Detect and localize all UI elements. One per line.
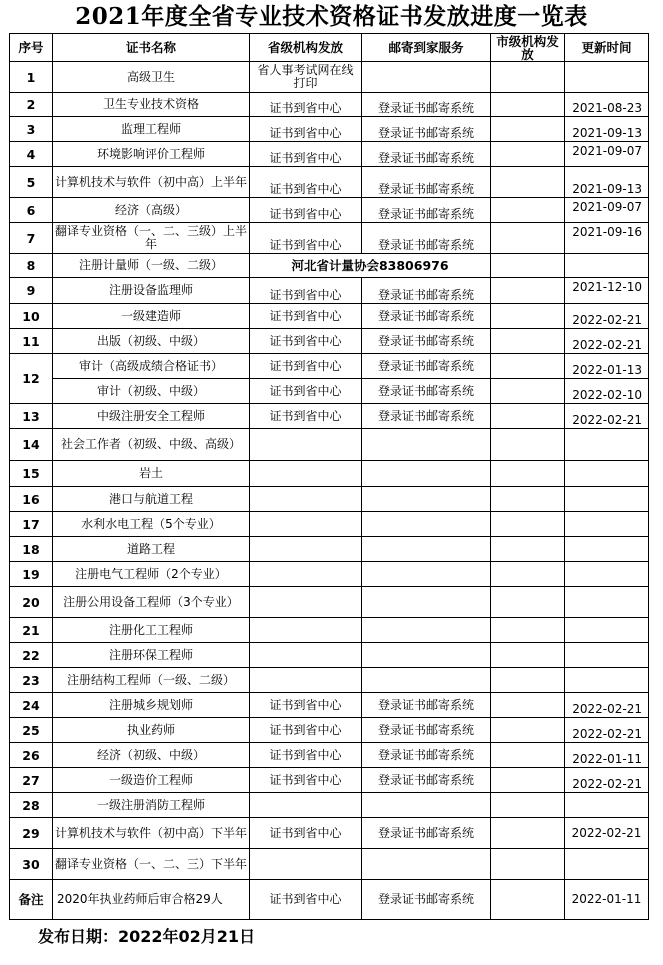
row-city bbox=[491, 743, 565, 768]
row-name: 港口与航道工程 bbox=[53, 487, 250, 512]
row-mail: 登录证书邮寄系统 bbox=[362, 278, 491, 304]
row-province: 证书到省中心 bbox=[250, 379, 362, 404]
row-name: 出版（初级、中级） bbox=[53, 329, 250, 354]
row-city bbox=[491, 668, 565, 693]
row-province: 证书到省中心 bbox=[250, 142, 362, 167]
row-date: 2022-02-21 bbox=[565, 329, 649, 354]
row-name: 一级建造师 bbox=[53, 304, 250, 329]
row-date bbox=[565, 537, 649, 562]
table-row bbox=[10, 718, 649, 743]
table-row bbox=[10, 743, 649, 768]
table-header-row bbox=[10, 34, 649, 62]
row-no: 3 bbox=[10, 117, 53, 142]
header-name: 证书名称 bbox=[53, 34, 250, 62]
table-row-remark bbox=[10, 880, 649, 920]
page-title: 2021年度全省专业技术资格证书发放进度一览表 bbox=[75, 3, 588, 30]
row-name: 翻译专业资格（一、二、三）下半年 bbox=[53, 849, 250, 880]
row-city bbox=[491, 379, 565, 404]
row-date bbox=[565, 562, 649, 587]
table-row bbox=[10, 62, 649, 93]
table-row bbox=[10, 768, 649, 793]
row-mail: 登录证书邮寄系统 bbox=[362, 880, 491, 920]
table-row bbox=[10, 354, 649, 379]
row-city bbox=[491, 329, 565, 354]
row-name: 注册电气工程师（2个专业） bbox=[53, 562, 250, 587]
row-mail bbox=[362, 562, 491, 587]
row-date: 2022-02-21 bbox=[565, 768, 649, 793]
row-province: 证书到省中心 bbox=[250, 93, 362, 117]
row-province: 证书到省中心 bbox=[250, 743, 362, 768]
header-no: 序号 bbox=[10, 34, 53, 62]
row-no: 19 bbox=[10, 562, 53, 587]
table-row bbox=[10, 142, 649, 167]
table-row bbox=[10, 93, 649, 117]
row-mail bbox=[362, 668, 491, 693]
row-no: 6 bbox=[10, 198, 53, 223]
row-province bbox=[250, 793, 362, 818]
row-province: 证书到省中心 bbox=[250, 768, 362, 793]
row-no: 24 bbox=[10, 693, 53, 718]
row-city bbox=[491, 693, 565, 718]
row-name: 经济（高级） bbox=[53, 198, 250, 223]
row-mail: 登录证书邮寄系统 bbox=[362, 404, 491, 429]
row-date: 2022-02-21 bbox=[565, 693, 649, 718]
row-province: 证书到省中心 bbox=[250, 278, 362, 304]
row-city bbox=[491, 167, 565, 198]
row-no: 4 bbox=[10, 142, 53, 167]
row-name: 道路工程 bbox=[53, 537, 250, 562]
row-no: 29 bbox=[10, 818, 53, 849]
table-row bbox=[10, 198, 649, 223]
row-date: 2022-02-10 bbox=[565, 379, 649, 404]
row-mail: 登录证书邮寄系统 bbox=[362, 223, 491, 254]
row-mail: 登录证书邮寄系统 bbox=[362, 743, 491, 768]
row-city bbox=[491, 461, 565, 487]
row-city bbox=[491, 718, 565, 743]
table-row bbox=[10, 223, 649, 254]
row-date bbox=[565, 429, 649, 461]
row-no: 17 bbox=[10, 512, 53, 537]
row-province: 证书到省中心 bbox=[250, 354, 362, 379]
row-name: 注册化工工程师 bbox=[53, 618, 250, 643]
row-name: 审计（高级成绩合格证书） bbox=[53, 354, 250, 379]
table-row bbox=[10, 512, 649, 537]
row-date bbox=[565, 512, 649, 537]
row-city bbox=[491, 512, 565, 537]
row-city bbox=[491, 562, 565, 587]
row-city bbox=[491, 537, 565, 562]
table-row bbox=[10, 278, 649, 304]
row-no: 15 bbox=[10, 461, 53, 487]
table-row bbox=[10, 404, 649, 429]
row-mail: 登录证书邮寄系统 bbox=[362, 198, 491, 223]
row-mail bbox=[362, 587, 491, 618]
table-row bbox=[10, 379, 649, 404]
table-row bbox=[10, 668, 649, 693]
row-date bbox=[565, 668, 649, 693]
row-province bbox=[250, 512, 362, 537]
row-mail: 登录证书邮寄系统 bbox=[362, 167, 491, 198]
row-date: 2022-02-21 bbox=[565, 404, 649, 429]
row-date: 2022-01-11 bbox=[565, 743, 649, 768]
row-no: 9 bbox=[10, 278, 53, 304]
row-name: 一级造价工程师 bbox=[53, 768, 250, 793]
row-no: 5 bbox=[10, 167, 53, 198]
row-date: 2022-01-13 bbox=[565, 354, 649, 379]
table-row bbox=[10, 254, 649, 278]
row-no: 30 bbox=[10, 849, 53, 880]
row-province: 证书到省中心 bbox=[250, 329, 362, 354]
row-province: 省人事考试网在线打印 bbox=[250, 62, 362, 93]
row-province bbox=[250, 587, 362, 618]
row-no: 25 bbox=[10, 718, 53, 743]
row-province bbox=[250, 618, 362, 643]
header-mail: 邮寄到家服务 bbox=[362, 34, 491, 62]
row-no: 23 bbox=[10, 668, 53, 693]
table-row bbox=[10, 304, 649, 329]
row-province: 证书到省中心 bbox=[250, 818, 362, 849]
row-mail bbox=[362, 487, 491, 512]
row-mail bbox=[362, 512, 491, 537]
row-mail bbox=[362, 793, 491, 818]
row-no: 18 bbox=[10, 537, 53, 562]
row-province bbox=[250, 461, 362, 487]
row-province: 证书到省中心 bbox=[250, 198, 362, 223]
row-city bbox=[491, 117, 565, 142]
row-date: 2022-02-21 bbox=[565, 818, 649, 849]
table-row bbox=[10, 537, 649, 562]
row-mail bbox=[362, 618, 491, 643]
row-province: 证书到省中心 bbox=[250, 718, 362, 743]
row-no: 11 bbox=[10, 329, 53, 354]
table-row bbox=[10, 562, 649, 587]
row-mail bbox=[362, 461, 491, 487]
row-no: 20 bbox=[10, 587, 53, 618]
row-no: 2 bbox=[10, 93, 53, 117]
row-name: 环境影响评价工程师 bbox=[53, 142, 250, 167]
row-province bbox=[250, 537, 362, 562]
row-no: 28 bbox=[10, 793, 53, 818]
row-mail bbox=[362, 537, 491, 562]
row-no: 7 bbox=[10, 223, 53, 254]
row-no: 12 bbox=[10, 354, 53, 404]
row-name: 注册公用设备工程师（3个专业） bbox=[53, 587, 250, 618]
row-city bbox=[491, 198, 565, 223]
row-name: 中级注册安全工程师 bbox=[53, 404, 250, 429]
row-no: 27 bbox=[10, 768, 53, 793]
row-no: 8 bbox=[10, 254, 53, 278]
row-city bbox=[491, 768, 565, 793]
row-date bbox=[565, 461, 649, 487]
row-name: 计算机技术与软件（初中高）下半年 bbox=[53, 818, 250, 849]
row-no: 16 bbox=[10, 487, 53, 512]
row-city bbox=[491, 62, 565, 93]
row-name: 2020年执业药师后审合格29人 bbox=[53, 880, 250, 920]
row-mail: 登录证书邮寄系统 bbox=[362, 304, 491, 329]
table-row bbox=[10, 461, 649, 487]
row-city bbox=[491, 304, 565, 329]
row-date: 2022-01-11 bbox=[565, 880, 649, 920]
row-mail: 登录证书邮寄系统 bbox=[362, 117, 491, 142]
row-mail: 登录证书邮寄系统 bbox=[362, 329, 491, 354]
row-city bbox=[491, 587, 565, 618]
row-no: 26 bbox=[10, 743, 53, 768]
row-city bbox=[491, 354, 565, 379]
row-no: 22 bbox=[10, 643, 53, 668]
table-row bbox=[10, 117, 649, 142]
row-mail: 登录证书邮寄系统 bbox=[362, 142, 491, 167]
row-province: 证书到省中心 bbox=[250, 404, 362, 429]
row-city bbox=[491, 818, 565, 849]
row-city bbox=[491, 93, 565, 117]
publish-date: 发布日期：2022年02月21日 bbox=[38, 927, 256, 946]
table-row bbox=[10, 849, 649, 880]
row-name: 注册结构工程师（一级、二级） bbox=[53, 668, 250, 693]
row-province bbox=[250, 429, 362, 461]
row-name: 注册计量师（一级、二级） bbox=[53, 254, 250, 278]
table-row bbox=[10, 329, 649, 354]
row-organization-contact: 河北省计量协会83806976 bbox=[250, 254, 491, 278]
row-name: 执业药师 bbox=[53, 718, 250, 743]
row-city bbox=[491, 618, 565, 643]
row-city bbox=[491, 849, 565, 880]
row-date: 2021-09-13 bbox=[565, 117, 649, 142]
row-name: 一级注册消防工程师 bbox=[53, 793, 250, 818]
row-mail: 登录证书邮寄系统 bbox=[362, 818, 491, 849]
row-mail bbox=[362, 62, 491, 93]
row-name: 翻译专业资格（一、二、三级）上半年 bbox=[53, 223, 250, 254]
table-row bbox=[10, 818, 649, 849]
row-name: 注册设备监理师 bbox=[53, 278, 250, 304]
table-row bbox=[10, 487, 649, 512]
table-row bbox=[10, 643, 649, 668]
row-province: 证书到省中心 bbox=[250, 167, 362, 198]
row-province: 证书到省中心 bbox=[250, 223, 362, 254]
row-mail bbox=[362, 643, 491, 668]
certificate-progress-table bbox=[9, 33, 649, 920]
row-no: 21 bbox=[10, 618, 53, 643]
row-no: 13 bbox=[10, 404, 53, 429]
row-date: 2021-09-13 bbox=[565, 167, 649, 198]
row-date: 2021-08-23 bbox=[565, 93, 649, 117]
row-date: 2021-09-07 bbox=[565, 142, 649, 167]
row-date bbox=[565, 793, 649, 818]
row-province: 证书到省中心 bbox=[250, 693, 362, 718]
row-date bbox=[565, 643, 649, 668]
row-city bbox=[491, 278, 565, 304]
row-city bbox=[491, 429, 565, 461]
row-city bbox=[491, 223, 565, 254]
row-no: 1 bbox=[10, 62, 53, 93]
row-province bbox=[250, 849, 362, 880]
row-mail: 登录证书邮寄系统 bbox=[362, 768, 491, 793]
row-name: 高级卫生 bbox=[53, 62, 250, 93]
row-mail: 登录证书邮寄系统 bbox=[362, 379, 491, 404]
row-name: 经济（初级、中级） bbox=[53, 743, 250, 768]
row-name: 岩土 bbox=[53, 461, 250, 487]
row-mail bbox=[362, 849, 491, 880]
row-date: 2021-09-07 bbox=[565, 198, 649, 223]
row-city bbox=[491, 142, 565, 167]
row-city bbox=[491, 404, 565, 429]
row-date bbox=[565, 62, 649, 93]
row-no: 10 bbox=[10, 304, 53, 329]
table-row bbox=[10, 793, 649, 818]
row-date: 2022-02-21 bbox=[565, 718, 649, 743]
row-city bbox=[491, 880, 565, 920]
row-date bbox=[565, 849, 649, 880]
row-province bbox=[250, 487, 362, 512]
row-mail bbox=[362, 429, 491, 461]
header-date: 更新时间 bbox=[565, 34, 649, 62]
row-date bbox=[565, 487, 649, 512]
row-date: 2021-12-10 bbox=[565, 278, 649, 304]
row-province bbox=[250, 562, 362, 587]
row-province: 证书到省中心 bbox=[250, 117, 362, 142]
row-name: 水利水电工程（5个专业） bbox=[53, 512, 250, 537]
row-mail: 登录证书邮寄系统 bbox=[362, 354, 491, 379]
row-name: 卫生专业技术资格 bbox=[53, 93, 250, 117]
row-date: 2022-02-21 bbox=[565, 304, 649, 329]
row-city bbox=[491, 487, 565, 512]
row-no: 备注 bbox=[10, 880, 53, 920]
table-row bbox=[10, 693, 649, 718]
row-province: 证书到省中心 bbox=[250, 880, 362, 920]
row-province: 证书到省中心 bbox=[250, 304, 362, 329]
header-city: 市级机构发放 bbox=[491, 34, 565, 62]
row-name: 注册城乡规划师 bbox=[53, 693, 250, 718]
table-row bbox=[10, 429, 649, 461]
row-name: 社会工作者（初级、中级、高级） bbox=[53, 429, 250, 461]
row-city bbox=[491, 793, 565, 818]
row-no: 14 bbox=[10, 429, 53, 461]
row-mail: 登录证书邮寄系统 bbox=[362, 718, 491, 743]
row-name: 监理工程师 bbox=[53, 117, 250, 142]
row-mail: 登录证书邮寄系统 bbox=[362, 693, 491, 718]
header-province: 省级机构发放 bbox=[250, 34, 362, 62]
table-row bbox=[10, 587, 649, 618]
row-date bbox=[565, 618, 649, 643]
table-row bbox=[10, 618, 649, 643]
row-province bbox=[250, 668, 362, 693]
row-city bbox=[491, 643, 565, 668]
row-date: 2021-09-16 bbox=[565, 223, 649, 254]
row-name: 审计（初级、中级） bbox=[53, 379, 250, 404]
table-row bbox=[10, 167, 649, 198]
row-date bbox=[565, 587, 649, 618]
row-city bbox=[491, 254, 565, 278]
row-name: 计算机技术与软件（初中高）上半年 bbox=[53, 167, 250, 198]
row-date bbox=[565, 254, 649, 278]
row-province bbox=[250, 643, 362, 668]
row-name: 注册环保工程师 bbox=[53, 643, 250, 668]
row-mail: 登录证书邮寄系统 bbox=[362, 93, 491, 117]
